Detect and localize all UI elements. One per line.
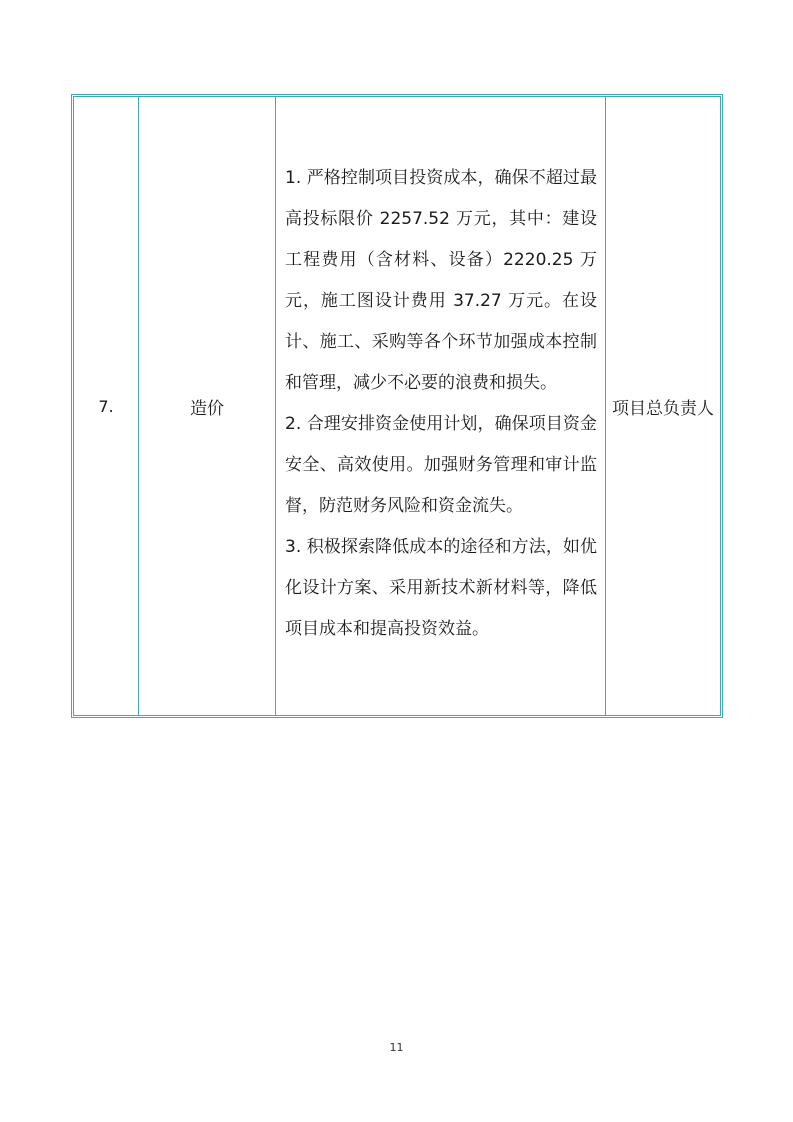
page-number: 11 (389, 1041, 404, 1054)
description-paragraph-2: 2. 合理安排资金使用计划，确保项目资金安全、高效使用。加强财务管理和审计监督，防范财务风险和资金流失。 (285, 414, 597, 516)
item-number: 7. (74, 97, 139, 715)
item-category: 造价 (139, 97, 276, 715)
description-paragraph-1: 1. 严格控制项目投资成本，确保不超过最高投标限价 2257.52 万元，其中：建设工程费用（含材料、设备）2220.25 万元，施工图设计费用 37.27 万元。在设计、施工、采购等各个环节加强成本控制和管理，减少不必要的浪费和损失。 (285, 168, 597, 393)
responsibility-table (73, 96, 721, 716)
description-paragraph-3: 3. 积极探索降低成本的途径和方法，如优化设计方案、采用新技术新材料等，降低项目成本和提高投资效益。 (285, 537, 597, 639)
item-description (276, 97, 606, 715)
item-owner: 项目总负责人 (612, 398, 714, 419)
table-row (74, 97, 720, 715)
